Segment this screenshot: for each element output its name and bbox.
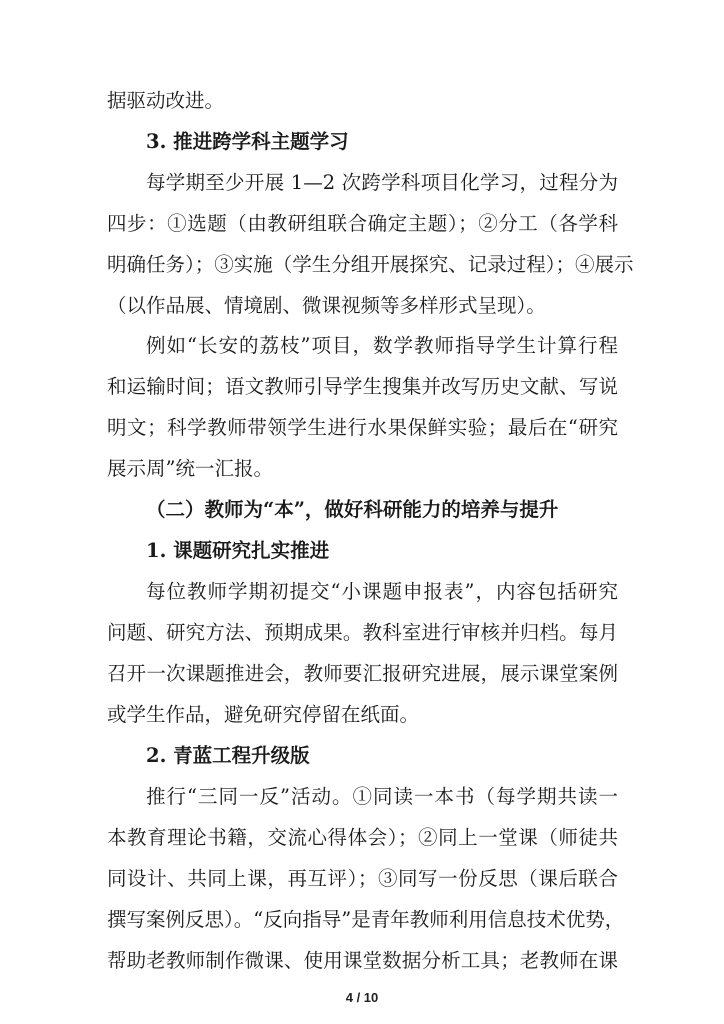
subsection-heading: 3. 推进跨学科主题学习 xyxy=(146,130,349,153)
paragraph-line: （以作品展、情境剧、微课视频等多样形式呈现）。 xyxy=(107,294,546,317)
paragraph-line: 或学生作品，避免研究停留在纸面。 xyxy=(107,703,420,726)
paragraph-line: 帮助老教师制作微课、使用课堂数据分析工具；老教师在课 xyxy=(107,949,618,972)
subsection-heading: 1. 课题研究扎实推进 xyxy=(146,539,330,562)
paragraph-line: 每位教师学期初提交“小课题申报表”，内容包括研究 xyxy=(146,580,618,603)
paragraph-line: 例如“长安的荔枝”项目，数学教师指导学生计算行程 xyxy=(146,334,618,357)
paragraph-line: 明确任务）；③实施（学生分组开展探究、记录过程）；④展示 xyxy=(107,253,634,276)
page-number: 4 / 10 xyxy=(345,990,379,1005)
paragraph-line: 和运输时间；语文教师引导学生搜集并改写历史文献、写说 xyxy=(107,375,618,398)
paragraph-line: 撰写案例反思）。“反向指导”是青年教师利用信息技术优势， xyxy=(107,908,625,931)
paragraph-line: 本教育理论书籍，交流心得体会）；②同上一堂课（师徒共 xyxy=(107,826,618,849)
paragraph-line: 明文；科学教师带领学生进行水果保鲜实验；最后在“研究 xyxy=(107,416,618,439)
paragraph-line: 问题、研究方法、预期成果。教科室进行审核并归档。每月 xyxy=(107,621,618,644)
paragraph-line: 召开一次课题推进会，教师要汇报研究进展，展示课堂案例 xyxy=(107,662,618,685)
section-heading: （二）教师为“本”，做好科研能力的培养与提升 xyxy=(146,498,559,521)
paragraph-line: 四步：①选题（由教研组联合确定主题）；②分工（各学科 xyxy=(107,212,618,235)
paragraph-line: 据驱动改进。 xyxy=(107,89,225,112)
paragraph-line: 展示周”统一汇报。 xyxy=(107,457,273,480)
subsection-heading: 2. 青蓝工程升级版 xyxy=(146,744,310,767)
paragraph-line: 推行“三同一反”活动。①同读一本书（每学期共读一 xyxy=(146,785,618,808)
paragraph-line: 每学期至少开展 1—2 次跨学科项目化学习，过程分为 xyxy=(146,171,618,194)
paragraph-line: 同设计、共同上课，再互评）；③同写一份反思（课后联合 xyxy=(107,867,618,890)
